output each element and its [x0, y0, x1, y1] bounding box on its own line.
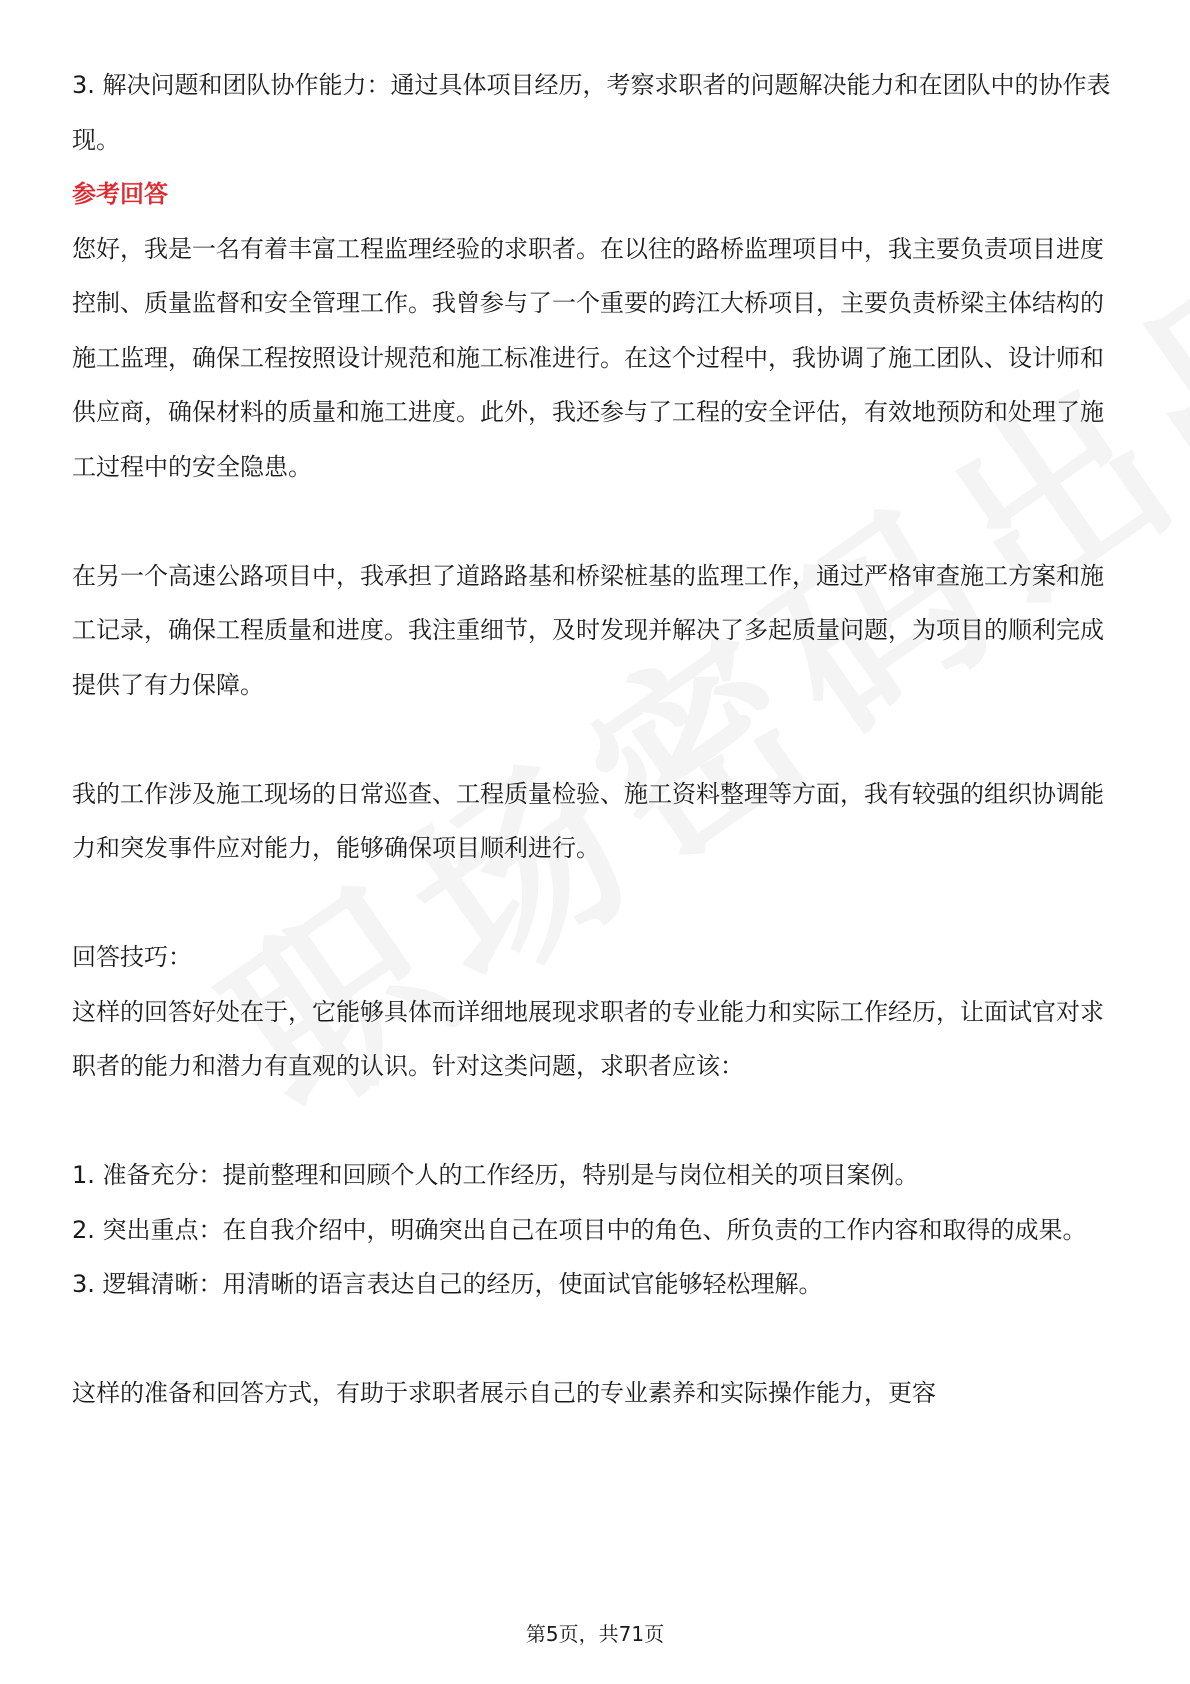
spacer [72, 1312, 1122, 1367]
intro-point: 3. 解决问题和团队协作能力：通过具体项目经历，考察求职者的问题解决能力和在团队中的协作表现。 [72, 71, 1111, 154]
answer-paragraph-1: 您好，我是一名有着丰富工程监理经验的求职者。在以往的路桥监理项目中，我主要负责项目进度控制、质量监督和安全管理工作。我曾参与了一个重要的跨江大桥项目，主要负责桥梁主体结构的施工监理，确保工程按照设计规范和施工标准进行。在这个过程中，我协调了施工团队、设计师和供应商，确保材料的质量和施工进度。此外，我还参与了工程的安全评估，有效地预防和处理了施工过程中的安全隐患。 [72, 234, 1104, 481]
tip-item-3: 3. 逻辑清晰：用清晰的语言表达自己的经历，使面试官能够轻松理解。 [72, 1270, 823, 1298]
answer-paragraph-2: 在另一个高速公路项目中，我承担了道路路基和桥梁桩基的监理工作，通过严格审查施工方案和施工记录，确保工程质量和进度。我注重细节，及时发现并解决了多起质量问题，为项目的顺利完成提供了有力保障。 [72, 561, 1104, 699]
answer-heading: 参考回答 [72, 180, 168, 208]
tip-item-1: 1. 准备充分：提前整理和回顾个人的工作经历，特别是与岗位相关的项目案例。 [72, 1161, 919, 1189]
spacer [72, 876, 1122, 931]
tips-intro: 这样的回答好处在于，它能够具体而详细地展现求职者的专业能力和实际工作经历，让面试官对求职者的能力和潜力有直观的认识。针对这类问题，求职者应该： [72, 997, 1104, 1080]
spacer [72, 494, 1122, 549]
tips-heading: 回答技巧： [72, 943, 192, 971]
page-content [72, 58, 1122, 1421]
closing-paragraph: 这样的准备和回答方式，有助于求职者展示自己的专业素养和实际操作能力，更容 [72, 1379, 936, 1407]
spacer [72, 712, 1122, 767]
tip-item-2: 2. 突出重点：在自我介绍中，明确突出自己在项目中的角色、所负责的工作内容和取得的成果。 [72, 1215, 1087, 1244]
spacer [72, 1094, 1122, 1149]
page-number-footer: 第5页，共71页 [525, 1622, 665, 1646]
answer-paragraph-3: 我的工作涉及施工现场的日常巡查、工程质量检验、施工资料整理等方面，我有较强的组织协调能力和突发事件应对能力，能够确保项目顺利进行。 [72, 779, 1104, 862]
